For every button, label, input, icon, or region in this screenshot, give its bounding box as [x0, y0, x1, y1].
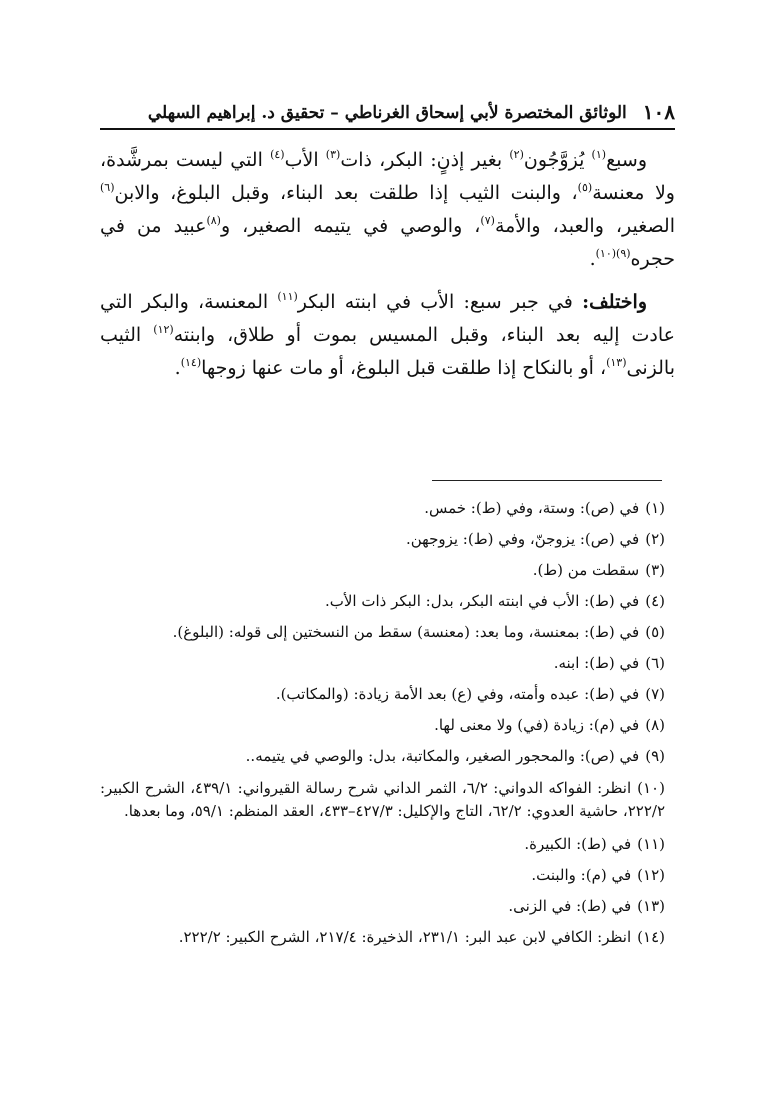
footnote-item [100, 746, 675, 766]
footnote-ref: (٦) [100, 181, 115, 194]
footnote-item [100, 560, 675, 580]
footnote-ref: (١٣) [606, 356, 627, 369]
footnote-text: انظر: الكافي لابن عبد البر: ٢٣١/١، الذخيرة: ٢١٧/٤، الشرح الكبير: ٢٢٢/٢. [178, 928, 632, 946]
footnote-number: (١٠) [637, 779, 665, 797]
footnote-item [100, 653, 675, 673]
paragraph-1 [100, 144, 675, 276]
footnote-item [100, 896, 675, 916]
footnote-ref: (٤) [270, 148, 285, 161]
footnote-item [100, 591, 675, 611]
footnote-text: في (م): والبنت. [531, 866, 632, 884]
footnote-text: في (ط): الأب في ابنته البكر، بدل: البكر ذات الأب. [324, 592, 640, 610]
footnote-number: (٩) [645, 747, 665, 765]
footnote-ref: (١١) [277, 290, 298, 303]
footnote-item [100, 684, 675, 704]
footnote-item [100, 715, 675, 735]
text-run: . [174, 357, 181, 379]
footnote-text: انظر: الفواكه الدواني: ٦/٢، الثمر الداني شرح رسالة القيرواني: ٤٣٩/١، الشرح الكبير: ٢٢٢/٢، حاشية العدوي: ٦٢/٢، التاج والإكليل: ٤٢٧/٣–٤٣٣، العقد المنظم: ٥٩/١، وما بعدها. [100, 779, 665, 820]
page-header [100, 92, 675, 130]
footnote-text: في (م): زيادة (في) ولا معنى لها. [434, 716, 640, 734]
footnotes [100, 498, 675, 958]
footnote-ref: (٩)(١٠) [595, 247, 631, 260]
footnote-number: (٣) [645, 561, 665, 579]
footnote-item [100, 777, 675, 823]
footnote-text: في (ط): عبده وأمته، وفي (ع) بعد الأمة زيادة: (والمكاتب). [275, 685, 640, 703]
footnote-number: (٨) [645, 716, 665, 734]
footnote-number: (٤) [645, 592, 665, 610]
footnote-number: (٦) [645, 654, 665, 672]
footnote-text: في (ط): ابنه. [553, 654, 640, 672]
text-run: الصغير، والعبد، والأمة [494, 215, 675, 237]
footnote-ref: (٥) [577, 181, 593, 194]
footnote-text: سقطت من (ط). [532, 561, 640, 579]
footnote-text: في (ط): في الزنى. [508, 897, 632, 915]
footnote-text: في (ص): وستة، وفي (ط): خمس. [424, 499, 640, 517]
text-run: يُزوَّجُون [523, 149, 592, 171]
footnote-item [100, 529, 675, 549]
text-run: ، أو بالنكاح إذا طلقت قبل البلوغ، أو مات عنها زوجها [201, 357, 607, 379]
text-run: وسبع [606, 149, 648, 171]
footnote-number: (١٣) [637, 897, 665, 915]
footnote-text: في (ط): الكبيرة. [524, 835, 632, 853]
footnote-number: (٢) [645, 530, 665, 548]
footnote-number: (١١) [637, 835, 665, 853]
footnote-number: (٧) [645, 685, 665, 703]
text-run: ، والوصي في يتيمه الصغير، و [220, 215, 481, 237]
main-text [100, 144, 675, 395]
text-run: المعنسة، والبكر التي عادت إليه بعد البناء، وقبل المسيس بموت أو طلاق، وابنته [100, 291, 676, 346]
footnote-ref: (٢) [509, 148, 524, 161]
text-run: بغير إذنٍ: البكر، ذات [340, 149, 510, 171]
page-number: ١٠٨ [642, 100, 675, 124]
lead-word: واختلف: [582, 291, 647, 313]
footnote-number: (١٢) [637, 866, 665, 884]
footnote-ref: (٧) [480, 214, 495, 227]
running-title: الوثائق المختصرة لأبي إسحاق الغرناطي – تحقيق د. إبراهيم السهلي [147, 103, 627, 123]
text-run: عبيد من في حجره [100, 215, 675, 270]
text-run: الثيب بالزنى [100, 324, 675, 379]
footnote-item [100, 865, 675, 885]
footnote-text: في (ص): والمحجور الصغير، والمكاتبة، بدل: والوصي في يتيمه.. [245, 747, 640, 765]
footnote-ref: (٣) [325, 148, 341, 161]
footnote-number: (١) [645, 499, 665, 517]
footnote-number: (٥) [645, 623, 665, 641]
footnote-item [100, 498, 675, 518]
text-run: ، والبنت الثيب إذا طلقت بعد البناء، وقبل البلوغ، والابن [114, 182, 578, 204]
footnote-ref: (١٢) [153, 323, 174, 336]
footnote-ref: (١٤) [180, 356, 202, 369]
text-run: . [589, 248, 596, 270]
footnote-item [100, 927, 675, 947]
footnote-item [100, 834, 675, 854]
text-run: الأب [284, 149, 326, 171]
text-run: التي ليست بمرشَّدة، ولا معنسة [100, 149, 675, 204]
footnote-ref: (١) [591, 148, 607, 161]
footnote-item [100, 622, 675, 642]
footnote-text: في (ص): يزوجنّ، وفي (ط): يزوجهن. [405, 530, 640, 548]
footnote-separator [432, 480, 662, 481]
footnote-text: في (ط): بمعنسة، وما بعد: (معنسة) سقط من النسختين إلى قوله: (البلوغ). [172, 623, 640, 641]
text-run: في جبر سبع: الأب في ابنته البكر [297, 291, 583, 313]
footnote-ref: (٨) [206, 214, 221, 227]
footnote-number: (١٤) [637, 928, 665, 946]
paragraph-2 [100, 286, 675, 385]
